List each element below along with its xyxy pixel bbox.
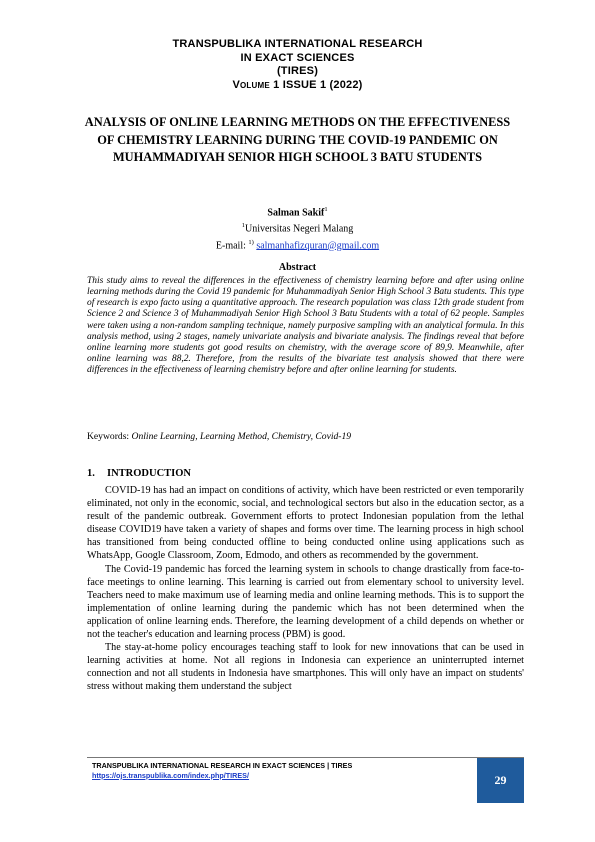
body-text bbox=[87, 484, 524, 694]
journal-header-line3: (TIRES) bbox=[276, 65, 319, 77]
author-name: Salman Sakif bbox=[267, 207, 325, 219]
author-block bbox=[0, 203, 595, 252]
abstract-heading: Abstract bbox=[278, 262, 317, 273]
email-sup: 1) bbox=[248, 238, 254, 246]
journal-header-line1: TRANSPUBLIKA INTERNATIONAL RESEARCH bbox=[172, 38, 423, 50]
author-email-link[interactable]: salmanhafizquran@gmail.com bbox=[256, 239, 380, 251]
page-number-box bbox=[477, 758, 524, 803]
paragraph: The Covid-19 pandemic has forced the learning system in schools to change drastically from face-to-face meetings to online learning. This learning is carried out from elementary school to university level. Teachers need to make maximum use of learning media and online learning methods. This is to support the implementation of online learning during the pandemic which has not been determined when the application of online learning ends. Therefore, the learning development of a child depends on whether or not the teacher's education and learning process (PBM) is good. bbox=[87, 563, 524, 641]
footer-divider bbox=[87, 757, 524, 758]
journal-header-line2: IN EXACT SCIENCES bbox=[240, 51, 355, 64]
page-number: 29 bbox=[494, 773, 507, 787]
section-heading bbox=[87, 468, 191, 479]
footer-journal: TRANSPUBLIKA INTERNATIONAL RESEARCH IN EXACT SCIENCES | TIRES bbox=[92, 761, 353, 770]
keywords bbox=[87, 431, 524, 442]
paragraph: COVID-19 has had an impact on conditions of activity, which have been restricted or even temporarily eliminated, not only in the economic, social, and technological sectors but also in the education sector, as a result of the pandemic outbreak. Government efforts to protect Indonesian population from the lethal disease COVID19 have taken a variety of shapes and forms over time. The learning process in high school has transitioned from being conducted offline to being conducted online using applications such as WhatsApp, Google Classroom, Zoom, Edmodo, and others as recommended by the government. bbox=[87, 485, 524, 562]
journal-header-volume: Volume 1 ISSUE 1 (2022) bbox=[232, 78, 363, 91]
footer bbox=[92, 761, 352, 780]
keywords-label: Keywords: bbox=[87, 431, 130, 442]
author-sup: 1 bbox=[324, 206, 328, 213]
email-label: E-mail: bbox=[215, 239, 246, 251]
section-number: 1. bbox=[87, 468, 95, 479]
paper-title: ANALYSIS OF ONLINE LEARNING METHODS ON THE EFFECTIVENESS OF CHEMISTRY LEARNING DURING THE COVID-19 PANDEMIC ON MUHAMMADIYAH SENIOR HIGH SCHOOL 3 BATU STUDENTS bbox=[84, 115, 511, 165]
author-affiliation: Universitas Negeri Malang bbox=[244, 223, 354, 235]
section-title: INTRODUCTION bbox=[107, 468, 192, 479]
abstract-text: This study aims to reveal the differences in the effectiveness of chemistry learning before and after using online learning methods during the Covid 19 pandemic for Muhammadiyah Senior High School 3 Batu students. This type of research is expo facto using a quantitative approach. The research population was class 12th grade student from Science 2 and Science 3 of Muhammadiyah Senior High School 3 Batu Students with a total of 62 people. Samples were taken using a non-random sampling technique, namely purposive sampling with an analytical formula. In this analysis method, using 2 stages, namely univariate analysis and bivariate analysis. The findings reveal that before online learning more students got good results on chemistry, with the average score of 89,9. Meanwhile, after online learning was 88,2. Therefore, from the results of the bivariate test analysis showed that there were differences in the effectiveness of learning chemistry before and after online learning for students. bbox=[87, 276, 524, 376]
keywords-text: Online Learning, Learning Method, Chemistry, Covid-19 bbox=[131, 431, 352, 442]
affiliation-sup: 1 bbox=[241, 222, 245, 230]
paragraph: The stay-at-home policy encourages teaching staff to look for new innovations that can be used in learning activities at home. Not all regions in Indonesia can experience an uninterrupted internet connection and not all students in Indonesia have smartphones. This will only have an impact on students' stress without making them understand the subject bbox=[87, 642, 524, 693]
journal-header bbox=[0, 38, 595, 92]
footer-url-link[interactable]: https://ojs.transpublika.com/index.php/TIRES/ bbox=[92, 770, 249, 780]
